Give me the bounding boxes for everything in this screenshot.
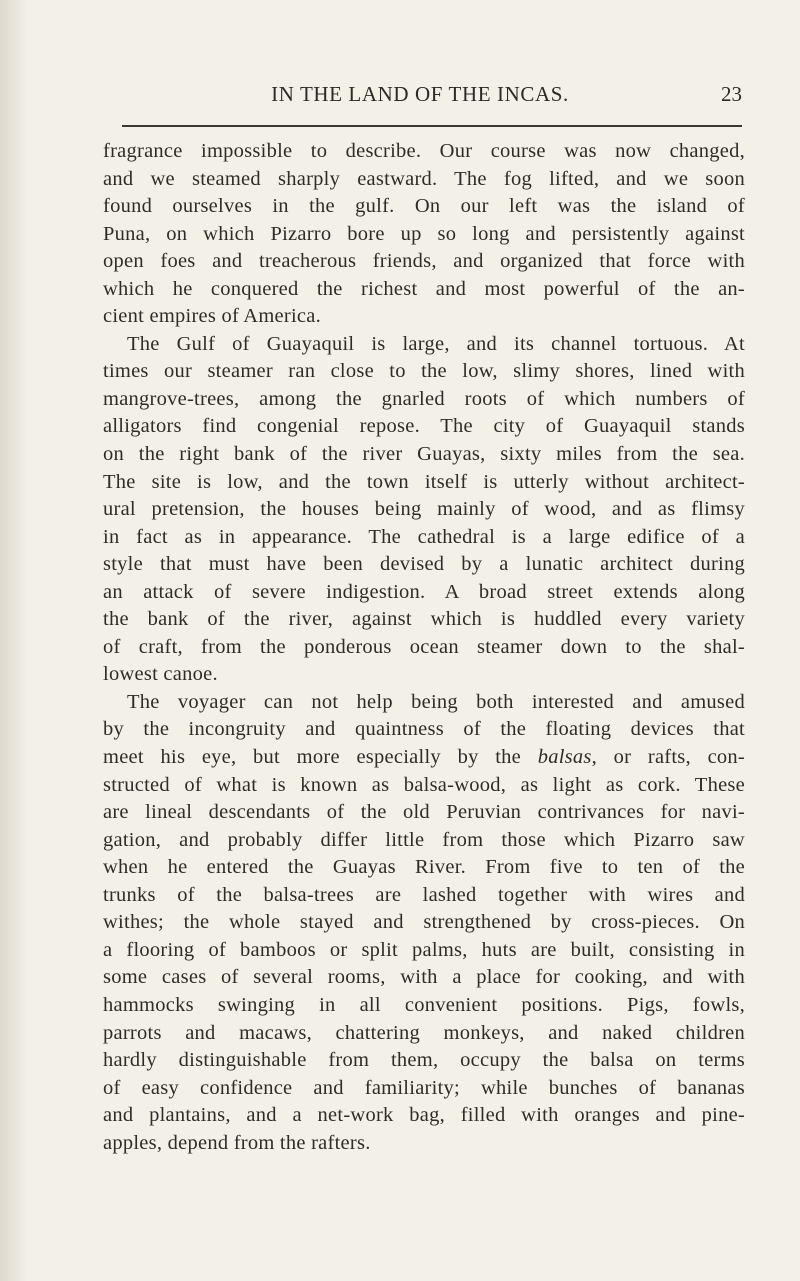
text-line: the bank of the river, against which is huddled every variety xyxy=(103,608,745,631)
text-line: hammocks swinging in all convenient positions. Pigs, fowls, xyxy=(103,993,745,1016)
text-line: trunks of the balsa-trees are lashed together with wires and xyxy=(103,883,745,906)
text-line: parrots and macaws, chattering monkeys, and naked children xyxy=(103,1021,745,1044)
text-fragment: meet his eye, but more especially by the xyxy=(103,746,538,769)
text-line: an attack of severe indigestion. A broad street extends along xyxy=(103,580,745,603)
page-header xyxy=(120,82,742,110)
text-line: style that must have been devised by a lunatic architect during xyxy=(103,553,745,576)
text-line: by the incongruity and quaintness of the floating devices that xyxy=(103,718,745,741)
text-line: apples, depend from the rafters. xyxy=(103,1131,371,1154)
body-text xyxy=(103,138,745,1157)
text-line: lowest canoe. xyxy=(103,663,218,686)
text-line: on the right bank of the river Guayas, sixty miles from the sea. xyxy=(103,443,745,466)
text-line: Puna, on which Pizarro bore up so long and persistently against xyxy=(103,222,745,245)
text-line: ural pretension, the houses being mainly of wood, and as flimsy xyxy=(103,498,745,521)
running-head: IN THE LAND OF THE INCAS. xyxy=(271,82,569,106)
text-line: of easy confidence and familiarity; while bunches of bananas xyxy=(103,1076,745,1099)
text-line: a flooring of bamboos or split palms, huts are built, consisting in xyxy=(103,938,745,961)
text-line: alligators find congenial repose. The city of Guayaquil stands xyxy=(103,415,745,438)
text-line: found ourselves in the gulf. On our left was the island of xyxy=(103,195,745,218)
binding-shadow xyxy=(0,0,28,1281)
text-line: The Gulf of Guayaquil is large, and its channel tortuous. At xyxy=(127,332,745,355)
text-line: hardly distinguishable from them, occupy the balsa on terms xyxy=(103,1049,745,1072)
italic-term: balsas xyxy=(537,746,592,769)
text-line: when he entered the Guayas River. From five to ten of the xyxy=(103,856,745,879)
text-line: The voyager can not help being both interested and amused xyxy=(127,690,745,713)
text-line: which he conquered the richest and most powerful of the an- xyxy=(103,277,745,300)
text-line: some cases of several rooms, with a place for cooking, and with xyxy=(103,966,745,989)
text-line: The site is low, and the town itself is utterly without architect- xyxy=(103,470,745,493)
page-number: 23 xyxy=(721,82,742,106)
text-line: are lineal descendants of the old Peruvian contrivances for navi- xyxy=(103,801,745,824)
text-fragment: , or rafts, con- xyxy=(591,746,745,769)
text-line: in fact as in appearance. The cathedral is a large edifice of a xyxy=(103,525,745,548)
header-rule xyxy=(122,125,742,127)
text-line: and we steamed sharply eastward. The fog lifted, and we soon xyxy=(103,167,745,190)
text-line: withes; the whole stayed and strengthened by cross-pieces. On xyxy=(103,911,745,934)
text-line-with-italic xyxy=(103,744,745,772)
text-line: fragrance impossible to describe. Our course was now changed, xyxy=(103,140,745,162)
text-line: and plantains, and a net-work bag, filled with oranges and pine- xyxy=(103,1104,745,1127)
text-line: gation, and probably differ little from those which Pizarro saw xyxy=(103,828,745,851)
text-line: cient empires of America. xyxy=(103,305,321,328)
text-line: mangrove-trees, among the gnarled roots of which numbers of xyxy=(103,387,745,410)
text-line: times our steamer ran close to the low, slimy shores, lined with xyxy=(103,360,745,383)
text-line: of craft, from the ponderous ocean steamer down to the shal- xyxy=(103,635,745,658)
text-line: structed of what is known as balsa-wood, as light as cork. These xyxy=(103,773,745,796)
text-line: open foes and treacherous friends, and organized that force with xyxy=(103,250,745,273)
